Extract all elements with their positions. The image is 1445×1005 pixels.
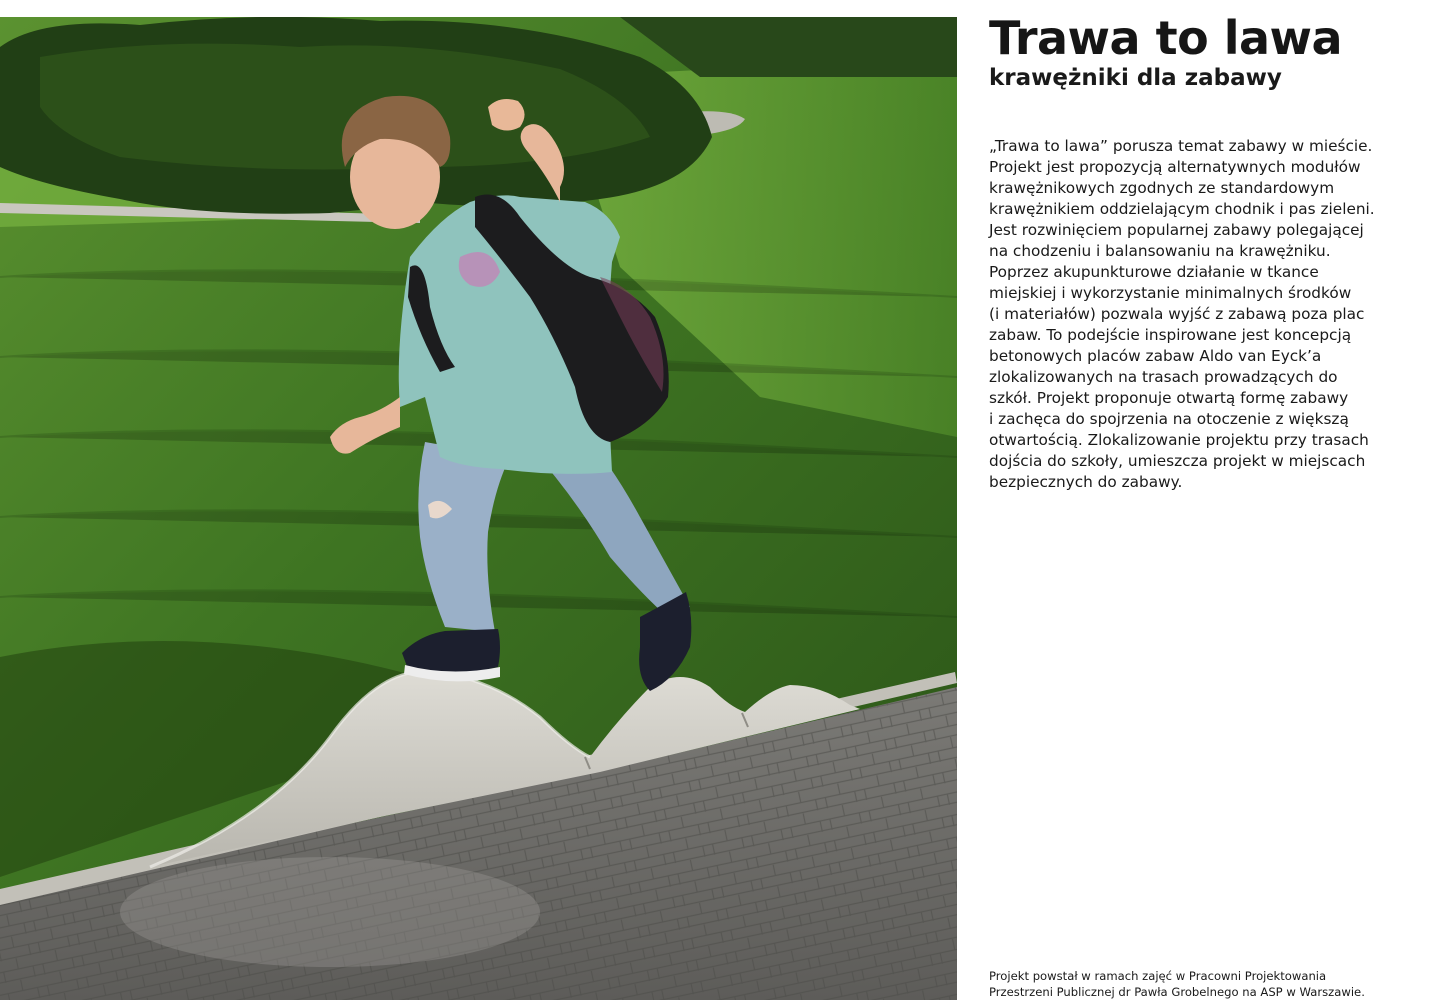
description-line: miejskiej i wykorzystanie minimalnych środków (989, 284, 1352, 302)
project-description (989, 136, 1434, 493)
description-line: Jest rozwinięciem popularnej zabawy polegającej (989, 221, 1364, 239)
description-line: (i materiałów) pozwala wyjść z zabawą poza plac (989, 305, 1365, 323)
paving-light (120, 857, 540, 967)
description-line: na chodzeniu i balansowaniu na krawężniku. (989, 242, 1331, 260)
page-title: Trawa to lawa (989, 11, 1343, 65)
description-line: i zachęca do spojrzenia na otoczenie z większą (989, 410, 1349, 428)
description-line: otwartością. Zlokalizowanie projektu przy trasach (989, 431, 1369, 449)
page-subtitle: krawężniki dla zabawy (989, 65, 1282, 91)
description-line: zabaw. To podejście inspirowane jest koncepcją (989, 326, 1352, 344)
description-line: bezpiecznych do zabawy. (989, 473, 1183, 491)
description-line: „Trawa to lawa” porusza temat zabawy w mieście. (989, 137, 1373, 155)
description-line: Projekt jest propozycją alternatywnych modułów (989, 158, 1361, 176)
photo-illustration (0, 17, 957, 1000)
description-line: betonowych placów zabaw Aldo van Eyck’a (989, 347, 1322, 365)
description-line: krawężnikowych zgodnych ze standardowym (989, 179, 1335, 197)
right-fist (488, 99, 525, 131)
description-line: dojścia do szkoły, umieszcza projekt w miejscach (989, 452, 1366, 470)
footer-line: Przestrzeni Publicznej dr Pawła Grobelnego na ASP w Warszawie. (989, 985, 1365, 999)
description-line: krawężnikiem oddzielającym chodnik i pas zieleni. (989, 200, 1375, 218)
description-line: zlokalizowanych na trasach prowadzących do (989, 368, 1338, 386)
footer-credits (989, 968, 1434, 1000)
hero-photo (0, 17, 957, 1000)
description-line: Poprzez akupunkturowe działanie w tkance (989, 263, 1319, 281)
footer-line: Projekt powstał w ramach zajęć w Pracowni Projektowania (989, 969, 1327, 983)
description-line: szkół. Projekt proponuje otwartą formę zabawy (989, 389, 1349, 407)
